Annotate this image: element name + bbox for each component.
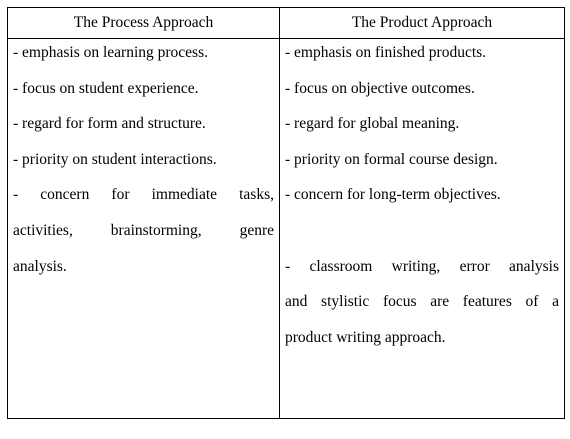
product-item-objective-outcomes: - focus on objective outcomes. bbox=[285, 79, 475, 97]
process-approach-cell bbox=[8, 39, 280, 419]
process-item-form-structure: - regard for form and structure. bbox=[13, 115, 206, 133]
blank-line bbox=[285, 221, 559, 257]
product-item-global-meaning: - regard for global meaning. bbox=[285, 115, 460, 133]
header-row bbox=[8, 8, 565, 39]
product-item-classroom-writing-line2: and stylistic focus are features of a bbox=[285, 293, 559, 311]
process-item-immediate-tasks-line3: analysis. bbox=[13, 257, 67, 275]
product-item-course-design: - priority on formal course design. bbox=[285, 150, 498, 168]
process-approach-header: The Process Approach bbox=[8, 8, 280, 39]
process-item-immediate-tasks-line1: - concern for immediate tasks, bbox=[13, 186, 274, 204]
product-approach-cell bbox=[280, 39, 565, 419]
process-item-student-experience: - focus on student experience. bbox=[13, 79, 199, 97]
product-item-finished-products: - emphasis on finished products. bbox=[285, 44, 487, 61]
product-approach-header: The Product Approach bbox=[280, 8, 565, 39]
product-item-classroom-writing-line3: product writing approach. bbox=[285, 328, 446, 346]
comparison-table bbox=[7, 7, 565, 419]
process-item-learning-process: - emphasis on learning process. bbox=[13, 44, 208, 61]
process-item-student-interactions: - priority on student interactions. bbox=[13, 150, 217, 168]
content-row bbox=[8, 39, 565, 419]
product-item-long-term-objectives: - concern for long-term objectives. bbox=[285, 186, 501, 204]
process-item-immediate-tasks-line2: activities, brainstorming, genre bbox=[13, 221, 274, 239]
product-item-classroom-writing-line1: - classroom writing, error analysis bbox=[285, 257, 559, 275]
